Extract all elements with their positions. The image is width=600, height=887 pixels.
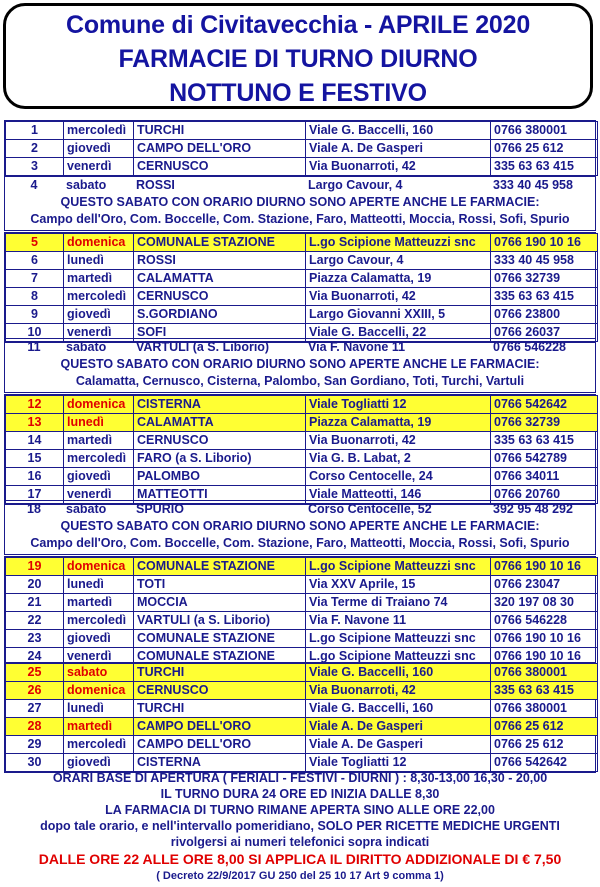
- weekday: venerdì: [64, 486, 134, 504]
- urgent-prescriptions-note: dopo tale orario, e nell'intervallo pomeridiano, SOLO PER RICETTE MEDICHE URGENTI: [40, 819, 560, 833]
- table-row: [6, 718, 598, 736]
- schedule-block-3: [4, 394, 596, 505]
- schedule-table: [5, 121, 598, 176]
- table-row: [5, 177, 597, 194]
- day-number: 2: [6, 140, 64, 158]
- pharmacy-address: Largo Giovanni XXIII, 5: [306, 306, 491, 324]
- weekday: venerdì: [64, 324, 134, 342]
- pharmacy-name: CAMPO DELL'ORO: [134, 718, 306, 736]
- pharmacy-address: Viale A. De Gasperi: [306, 140, 491, 158]
- pharmacy-phone: 333 40 45 958: [493, 178, 573, 192]
- pharmacy-name: CISTERNA: [134, 396, 306, 414]
- table-row: [6, 682, 598, 700]
- table-row: [6, 158, 598, 176]
- table-row: [6, 612, 598, 630]
- pharmacy-name: CAMPO DELL'ORO: [134, 140, 306, 158]
- weekday: martedì: [64, 718, 134, 736]
- pharmacy-address: Largo Cavour, 4: [308, 178, 403, 192]
- pharmacy-address: Viale A. De Gasperi: [306, 718, 491, 736]
- pharmacy-address: Viale Togliatti 12: [306, 396, 491, 414]
- pharmacy-address: Via F. Navone 11: [306, 612, 491, 630]
- pharmacy-phone: 0766 380001: [491, 122, 598, 140]
- pharmacy-name: MOCCIA: [134, 594, 306, 612]
- schedule-block-5: [4, 662, 596, 773]
- pharmacy-name: S.GORDIANO: [134, 306, 306, 324]
- pharmacy-address: Viale Togliatti 12: [306, 754, 491, 772]
- schedule-table: [5, 233, 598, 342]
- pharmacy-phone: 0766 380001: [491, 664, 598, 682]
- pharmacy-name: VARTULI (a S. Liborio): [136, 340, 270, 354]
- pharmacy-address: Largo Cavour, 4: [306, 252, 491, 270]
- day-number: 9: [6, 306, 64, 324]
- table-row: [6, 270, 598, 288]
- header-subtitle: FARMACIE DI TURNO DIURNO: [118, 45, 478, 73]
- schedule-table: [5, 557, 598, 666]
- day-number: 10: [6, 324, 64, 342]
- pharmacy-address: L.go Scipione Matteuzzi snc: [306, 558, 491, 576]
- pharmacy-name: CALAMATTA: [134, 414, 306, 432]
- pharmacy-address: Via F. Navone 11: [308, 340, 406, 354]
- pharmacy-address: Piazza Calamatta, 19: [306, 270, 491, 288]
- pharmacy-phone: 0766 34011: [491, 468, 598, 486]
- pharmacy-name: MATTEOTTI: [134, 486, 306, 504]
- weekday: mercoledì: [64, 736, 134, 754]
- table-row: [6, 288, 598, 306]
- table-row: [6, 558, 598, 576]
- pharmacy-address: L.go Scipione Matteuzzi snc: [306, 648, 491, 666]
- table-row: [6, 450, 598, 468]
- pharmacy-address: Viale Matteotti, 146: [306, 486, 491, 504]
- pharmacy-name: CISTERNA: [134, 754, 306, 772]
- day-number: 17: [6, 486, 64, 504]
- schedule-table: [5, 395, 598, 504]
- pharmacy-name: TURCHI: [134, 700, 306, 718]
- pharmacy-address: Viale A. De Gasperi: [306, 736, 491, 754]
- closing-time: LA FARMACIA DI TURNO RIMANE APERTA SINO ALLE ORE 22,00: [105, 803, 495, 817]
- header-subtitle-2: NOTTUNO E FESTIVO: [169, 79, 427, 107]
- pharmacy-phone: 392 95 48 292: [493, 502, 573, 516]
- table-row: [6, 754, 598, 772]
- pharmacy-phone: 0766 32739: [491, 414, 598, 432]
- weekday: lunedì: [64, 252, 134, 270]
- saturday-note: QUESTO SABATO CON ORARIO DIURNO SONO APERTE ANCHE LE FARMACIE:: [60, 195, 540, 209]
- pharmacy-name: SPURIO: [136, 502, 184, 516]
- pharmacy-address: L.go Scipione Matteuzzi snc: [306, 234, 491, 252]
- pharmacy-name: FARO (a S. Liborio): [134, 450, 306, 468]
- pharmacy-phone: 335 63 63 415: [491, 288, 598, 306]
- day-number: 11: [27, 340, 41, 354]
- schedule-block-1: [4, 120, 596, 177]
- table-row: [6, 700, 598, 718]
- day-number: 12: [6, 396, 64, 414]
- pharmacy-phone: 0766 25 612: [491, 718, 598, 736]
- weekday: giovedì: [64, 468, 134, 486]
- saturday-pharmacy-list: Campo dell'Oro, Com. Boccelle, Com. Stazione, Faro, Matteotti, Moccia, Rossi, Sofi, Spurio: [30, 536, 570, 550]
- pharmacy-address: Via XXV Aprile, 15: [306, 576, 491, 594]
- table-row: [6, 252, 598, 270]
- day-number: 13: [6, 414, 64, 432]
- schedule-table: [5, 663, 598, 772]
- pharmacy-name: ROSSI: [134, 252, 306, 270]
- day-number: 20: [6, 576, 64, 594]
- weekday: venerdì: [64, 648, 134, 666]
- weekday: sabato: [66, 178, 107, 192]
- day-number: 18: [27, 502, 41, 516]
- day-number: 21: [6, 594, 64, 612]
- table-row: [5, 501, 597, 518]
- table-row: [6, 234, 598, 252]
- pharmacy-phone: 0766 546228: [491, 612, 598, 630]
- pharmacy-name: VARTULI (a S. Liborio): [134, 612, 306, 630]
- day-number: 4: [30, 178, 38, 192]
- pharmacy-address: Viale G. Baccelli, 160: [306, 122, 491, 140]
- pharmacy-name: COMUNALE STAZIONE: [134, 648, 306, 666]
- pharmacy-address: Viale G. Baccelli, 160: [306, 664, 491, 682]
- pharmacy-phone: 0766 380001: [491, 700, 598, 718]
- footer-notes: [0, 770, 600, 884]
- weekday: giovedì: [64, 140, 134, 158]
- pharmacy-name: TOTI: [134, 576, 306, 594]
- day-number: 24: [6, 648, 64, 666]
- saturday-block-3: [4, 500, 596, 555]
- weekday: mercoledì: [64, 288, 134, 306]
- table-row: [6, 306, 598, 324]
- pharmacy-phone: 0766 190 10 16: [491, 630, 598, 648]
- weekday: martedì: [64, 594, 134, 612]
- page-header: [3, 3, 593, 109]
- schedule-block-2: [4, 232, 596, 343]
- pharmacy-phone: 0766 25 612: [491, 140, 598, 158]
- weekday: domenica: [64, 234, 134, 252]
- pharmacy-name: TURCHI: [134, 664, 306, 682]
- pharmacy-address: Viale G. Baccelli, 160: [306, 700, 491, 718]
- pharmacy-phone: 0766 20760: [491, 486, 598, 504]
- pharmacy-name: CERNUSCO: [134, 158, 306, 176]
- saturday-table: [5, 339, 597, 356]
- weekday: giovedì: [64, 306, 134, 324]
- table-row: [6, 576, 598, 594]
- table-row: [6, 664, 598, 682]
- day-number: 5: [6, 234, 64, 252]
- header-title: Comune di Civitavecchia - APRILE 2020: [65, 11, 531, 39]
- weekday: giovedì: [64, 630, 134, 648]
- pharmacy-phone: 0766 190 10 16: [491, 234, 598, 252]
- saturday-note: QUESTO SABATO CON ORARIO DIURNO SONO APERTE ANCHE LE FARMACIE:: [60, 519, 540, 533]
- pharmacy-name: CALAMATTA: [134, 270, 306, 288]
- pharmacy-name: COMUNALE STAZIONE: [134, 234, 306, 252]
- table-row: [5, 339, 597, 356]
- day-number: 15: [6, 450, 64, 468]
- weekday: domenica: [64, 558, 134, 576]
- pharmacy-phone: 0766 542642: [491, 396, 598, 414]
- pharmacy-address: Via Terme di Traiano 74: [306, 594, 491, 612]
- table-row: [6, 396, 598, 414]
- saturday-table: [5, 501, 597, 518]
- day-number: 14: [6, 432, 64, 450]
- pharmacy-address: Via Buonarroti, 42: [306, 288, 491, 306]
- saturday-pharmacy-list: Calamatta, Cernusco, Cisterna, Palombo, San Gordiano, Toti, Turchi, Vartuli: [75, 374, 525, 388]
- pharmacy-phone: 0766 542789: [491, 450, 598, 468]
- pharmacy-name: ROSSI: [136, 178, 175, 192]
- weekday: venerdì: [64, 158, 134, 176]
- weekday: giovedì: [64, 754, 134, 772]
- weekday: mercoledì: [64, 612, 134, 630]
- pharmacy-phone: 335 63 63 415: [491, 432, 598, 450]
- saturday-block-2: [4, 338, 596, 393]
- weekday: sabato: [64, 664, 134, 682]
- pharmacy-phone: 333 40 45 958: [491, 252, 598, 270]
- day-number: 16: [6, 468, 64, 486]
- saturday-table: [5, 177, 597, 194]
- pharmacy-name: CERNUSCO: [134, 288, 306, 306]
- weekday: martedì: [64, 432, 134, 450]
- pharmacy-phone: 0766 32739: [491, 270, 598, 288]
- pharmacy-name: CERNUSCO: [134, 432, 306, 450]
- pharmacy-phone: 0766 26037: [491, 324, 598, 342]
- weekday: mercoledì: [64, 450, 134, 468]
- pharmacy-phone: 0766 23047: [491, 576, 598, 594]
- pharmacy-address: Via Buonarroti, 42: [306, 432, 491, 450]
- pharmacy-name: COMUNALE STAZIONE: [134, 558, 306, 576]
- pharmacy-address: L.go Scipione Matteuzzi snc: [306, 630, 491, 648]
- pharmacy-phone: 335 63 63 415: [491, 682, 598, 700]
- day-number: 22: [6, 612, 64, 630]
- pharmacy-phone: 0766 190 10 16: [491, 648, 598, 666]
- day-number: 19: [6, 558, 64, 576]
- pharmacy-address: Corso Centocelle, 52: [308, 502, 432, 516]
- pharmacy-name: CERNUSCO: [134, 682, 306, 700]
- night-surcharge: DALLE ORE 22 ALLE ORE 8,00 SI APPLICA IL DIRITTO ADDIZIONALE DI € 7,50: [38, 851, 562, 867]
- saturday-pharmacy-list: Campo dell'Oro, Com. Boccelle, Com. Stazione, Faro, Matteotti, Moccia, Rossi, Sofi, Spurio: [30, 212, 570, 226]
- pharmacy-address: Corso Centocelle, 24: [306, 468, 491, 486]
- saturday-block-1: [4, 176, 596, 231]
- shift-duration: IL TURNO DURA 24 ORE ED INIZIA DALLE 8,30: [160, 787, 440, 801]
- pharmacy-address: Viale G. Baccelli, 22: [306, 324, 491, 342]
- saturday-note: QUESTO SABATO CON ORARIO DIURNO SONO APERTE ANCHE LE FARMACIE:: [60, 357, 540, 371]
- pharmacy-phone: 0766 546228: [493, 340, 566, 354]
- weekday: martedì: [64, 270, 134, 288]
- weekday: mercoledì: [64, 122, 134, 140]
- day-number: 3: [6, 158, 64, 176]
- pharmacy-address: Via Buonarroti, 42: [306, 682, 491, 700]
- table-row: [6, 594, 598, 612]
- pharmacy-name: PALOMBO: [134, 468, 306, 486]
- table-row: [6, 122, 598, 140]
- day-number: 6: [6, 252, 64, 270]
- table-row: [6, 736, 598, 754]
- day-number: 1: [6, 122, 64, 140]
- pharmacy-address: Piazza Calamatta, 19: [306, 414, 491, 432]
- day-number: 25: [6, 664, 64, 682]
- weekday: lunedì: [64, 414, 134, 432]
- day-number: 26: [6, 682, 64, 700]
- pharmacy-address: Via Buonarroti, 42: [306, 158, 491, 176]
- pharmacy-phone: 0766 542642: [491, 754, 598, 772]
- pharmacy-phone: 0766 23800: [491, 306, 598, 324]
- table-row: [6, 468, 598, 486]
- weekday: lunedì: [64, 700, 134, 718]
- day-number: 7: [6, 270, 64, 288]
- schedule-block-4: [4, 556, 596, 667]
- pharmacy-name: COMUNALE STAZIONE: [134, 630, 306, 648]
- pharmacy-phone: 0766 25 612: [491, 736, 598, 754]
- pharmacy-name: CAMPO DELL'ORO: [134, 736, 306, 754]
- pharmacy-name: TURCHI: [134, 122, 306, 140]
- day-number: 27: [6, 700, 64, 718]
- weekday: domenica: [64, 396, 134, 414]
- day-number: 30: [6, 754, 64, 772]
- pharmacy-name: SOFI: [134, 324, 306, 342]
- table-row: [6, 630, 598, 648]
- weekday: domenica: [64, 682, 134, 700]
- day-number: 23: [6, 630, 64, 648]
- decree-reference: ( Decreto 22/9/2017 GU 250 del 25 10 17 Art 9 comma 1): [156, 870, 444, 882]
- table-row: [6, 432, 598, 450]
- day-number: 29: [6, 736, 64, 754]
- weekday: sabato: [66, 340, 107, 354]
- pharmacy-phone: 320 197 08 30: [491, 594, 598, 612]
- weekday: sabato: [66, 502, 107, 516]
- day-number: 28: [6, 718, 64, 736]
- day-number: 8: [6, 288, 64, 306]
- phone-note: rivolgersi ai numeri telefonici sopra indicati: [170, 835, 430, 849]
- opening-hours: ORARI BASE DI APERTURA ( FERIALI - FESTIVI - DIURNI ) : 8,30-13,00 16,30 - 20,00: [52, 771, 548, 785]
- table-row: [6, 140, 598, 158]
- weekday: lunedì: [64, 576, 134, 594]
- pharmacy-phone: 335 63 63 415: [491, 158, 598, 176]
- pharmacy-phone: 0766 190 10 16: [491, 558, 598, 576]
- table-row: [6, 414, 598, 432]
- pharmacy-address: Via G. B. Labat, 2: [306, 450, 491, 468]
